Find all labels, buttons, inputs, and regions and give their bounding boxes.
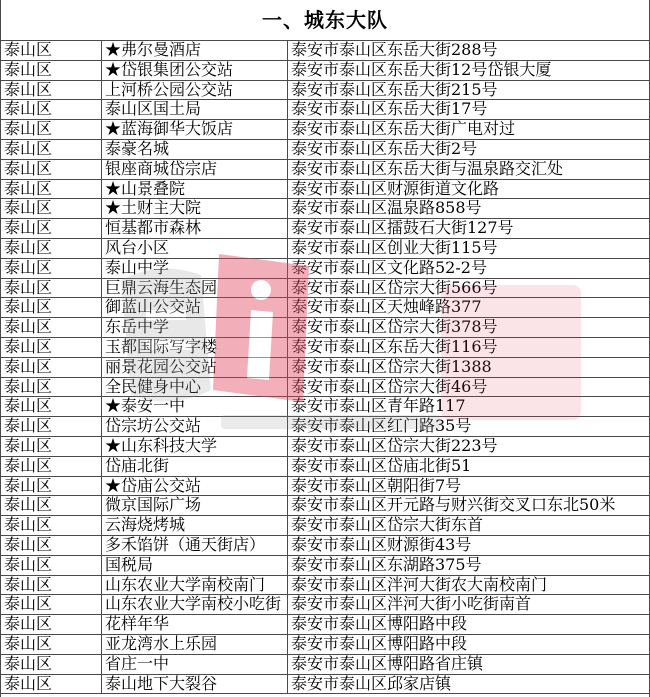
table-row	[1, 397, 649, 417]
location-name-cell: 云海烧烤城	[102, 516, 288, 535]
address-cell: 泰安市泰山区东岳大街288号	[291, 41, 498, 59]
table-row	[1, 41, 649, 61]
address-cell: 泰安市泰山区博阳路中段	[291, 634, 468, 653]
district-cell: 泰山区	[1, 219, 102, 238]
location-name-cell: ★山东科技大学	[102, 437, 288, 456]
district-cell: 泰山区	[1, 615, 102, 634]
district-cell: 泰山区	[1, 61, 102, 80]
district-cell: 泰山区	[1, 81, 102, 100]
table-row	[1, 338, 649, 358]
address-cell: 泰安市泰山区岱宗大街378号	[291, 318, 498, 337]
table-row	[1, 318, 649, 338]
table-row	[1, 219, 649, 239]
location-name-cell: ★弗尔曼酒店	[102, 41, 288, 60]
address-cell: 泰安市泰山区温泉路858号	[291, 199, 482, 218]
district-cell: 泰山区	[1, 378, 102, 397]
table-row	[1, 100, 649, 120]
address-cell: 泰安市泰山区朝阳街7号	[291, 476, 462, 495]
district-cell: 泰山区	[1, 279, 102, 298]
table-row	[1, 180, 649, 200]
address-cell: 泰安市泰山区开元路与财兴街交叉口东北50米	[291, 496, 616, 515]
table-row	[1, 279, 649, 299]
table-row	[1, 81, 649, 101]
table-row	[1, 576, 649, 596]
district-cell: 泰山区	[1, 536, 102, 555]
location-name-cell: 恒基都市森林	[102, 219, 288, 238]
district-cell: 泰山区	[1, 457, 102, 476]
district-cell: 泰山区	[1, 595, 102, 614]
table-row	[1, 120, 649, 140]
table-row	[1, 199, 649, 219]
table-row	[1, 140, 649, 160]
table-row	[1, 259, 649, 279]
location-name-cell: 丽景花园公交站	[102, 358, 288, 377]
table-row	[1, 239, 649, 259]
location-name-cell: 省庄一中	[102, 655, 288, 674]
location-name-cell: 东岳中学	[102, 318, 288, 337]
table-row	[1, 160, 649, 180]
address-cell: 泰安市泰山区岱庙北街51	[291, 456, 472, 475]
district-cell: 泰山区	[1, 160, 102, 179]
district-cell: 泰山区	[1, 180, 102, 199]
table-row	[1, 496, 649, 516]
district-cell: 泰山区	[1, 239, 102, 258]
location-name-cell: 全民健身中心	[102, 378, 288, 397]
table-row	[1, 457, 649, 477]
location-name-cell: 微京国际广场	[102, 496, 288, 515]
district-cell: 泰山区	[1, 496, 102, 515]
location-name-cell: ★土财主大院	[102, 199, 288, 218]
location-name-cell: 玉都国际写字楼	[102, 338, 288, 357]
location-name-cell: 多禾馅饼（通天街店）	[102, 536, 288, 555]
location-name-cell: 山东农业大学南校南门	[102, 576, 288, 595]
district-cell: 泰山区	[1, 437, 102, 456]
location-name-cell: 风台小区	[102, 239, 288, 258]
address-cell: 泰安市泰山区东岳大街广电对过	[291, 120, 516, 139]
district-cell: 泰山区	[1, 576, 102, 595]
location-name-cell: 泰山区国土局	[102, 100, 288, 119]
address-cell: 泰安市泰山区泮河大街小吃街南首	[291, 595, 532, 614]
address-cell: 泰安市泰山区财源街43号	[291, 535, 472, 554]
district-cell: 泰山区	[1, 635, 102, 654]
location-name-cell: 泰山中学	[102, 259, 288, 278]
address-cell: 泰安市泰山区邱家店镇	[291, 674, 452, 693]
address-cell: 泰安市泰山区东岳大街2号	[291, 139, 478, 158]
district-cell: 泰山区	[1, 140, 102, 159]
district-cell: 泰山区	[1, 516, 102, 535]
district-cell: 泰山区	[1, 358, 102, 377]
address-cell: 泰安市泰山区博阳路中段	[291, 615, 468, 634]
table-row	[1, 556, 649, 576]
address-cell: 泰安市泰山区博阳路省庄镇	[291, 654, 484, 673]
location-name-cell: 国税局	[102, 556, 288, 575]
location-table	[1, 41, 649, 694]
address-cell: 泰安市泰山区红门路35号	[291, 417, 472, 436]
address-cell: 泰安市泰山区岱宗大街东首	[291, 516, 484, 535]
location-name-cell: 巨鼎云海生态园	[102, 279, 288, 298]
location-name-cell: 花样年华	[102, 615, 288, 634]
table-row	[1, 358, 649, 378]
table-row	[1, 615, 649, 635]
district-cell: 泰山区	[1, 120, 102, 139]
table-row	[1, 595, 649, 615]
table-row	[1, 675, 649, 695]
location-name-cell: 御蓝山公交站	[102, 298, 288, 317]
district-cell: 泰山区	[1, 556, 102, 575]
table-title: 一、城东大队	[1, 0, 649, 41]
location-name-cell: 泰山地下大裂谷	[102, 675, 288, 694]
address-cell: 泰安市泰山区东岳大街与温泉路交汇处	[291, 159, 564, 178]
table-row	[1, 516, 649, 536]
district-cell: 泰山区	[1, 397, 102, 416]
address-cell: 泰安市泰山区岱宗大街46号	[291, 377, 488, 396]
location-name-cell: 山东农业大学南校小吃街	[102, 595, 288, 614]
address-cell: 泰安市泰山区天烛峰路377	[291, 298, 482, 317]
district-cell: 泰山区	[1, 298, 102, 317]
district-cell: 泰山区	[1, 41, 102, 60]
location-name-cell: 银座商城岱宗店	[102, 160, 288, 179]
address-cell: 泰安市泰山区岱宗大街223号	[291, 436, 498, 455]
location-name-cell: 岱庙北街	[102, 457, 288, 476]
table-row	[1, 417, 649, 437]
location-name-cell: ★岱银集团公交站	[102, 61, 288, 80]
address-cell: 泰安市泰山区泮河大街农大南校南门	[291, 575, 548, 594]
address-cell: 泰安市泰山区东湖路375号	[291, 555, 482, 574]
district-cell: 泰山区	[1, 477, 102, 496]
district-cell: 泰山区	[1, 318, 102, 337]
table-row	[1, 655, 649, 675]
table-row	[1, 378, 649, 398]
table-row	[1, 477, 649, 497]
address-cell: 泰安市泰山区东岳大街12号岱银大厦	[291, 60, 552, 79]
address-cell: 泰安市泰山区岱宗大街566号	[291, 278, 498, 297]
table-row	[1, 536, 649, 556]
district-cell: 泰山区	[1, 675, 102, 694]
district-cell: 泰山区	[1, 417, 102, 436]
location-name-cell: ★蓝海御华大饭店	[102, 120, 288, 139]
district-cell: 泰山区	[1, 655, 102, 674]
address-cell: 泰安市泰山区擂鼓石大街127号	[291, 219, 514, 238]
address-cell: 泰安市泰山区东岳大街17号	[291, 100, 488, 119]
district-cell: 泰山区	[1, 100, 102, 119]
address-cell: 泰安市泰山区东岳大街116号	[291, 337, 498, 356]
table-row	[1, 437, 649, 457]
location-name-cell: ★山景叠院	[102, 180, 288, 199]
district-cell: 泰山区	[1, 338, 102, 357]
address-cell: 泰安市泰山区岱宗大街1388	[291, 357, 492, 376]
district-cell: 泰山区	[1, 259, 102, 278]
table-row	[1, 298, 649, 318]
location-name-cell: ★岱庙公交站	[102, 477, 288, 496]
address-cell: 泰安市泰山区东岳大街215号	[291, 80, 498, 99]
location-name-cell: 泰豪名城	[102, 140, 288, 159]
location-name-cell: ★泰安一中	[102, 397, 288, 416]
address-cell: 泰安市泰山区青年路117	[291, 397, 466, 416]
district-cell: 泰山区	[1, 199, 102, 218]
address-cell: 泰安市泰山区财源街道文化路	[291, 179, 500, 198]
location-name-cell: 岱宗坊公交站	[102, 417, 288, 436]
address-cell: 泰安市泰山区文化路52-2号	[291, 258, 487, 277]
address-cell: 泰安市泰山区创业大街115号	[291, 238, 498, 257]
location-name-cell: 上河桥公园公交站	[102, 81, 288, 100]
table-row	[1, 635, 649, 655]
location-name-cell: 亚龙湾水上乐园	[102, 635, 288, 654]
table-row	[1, 61, 649, 81]
